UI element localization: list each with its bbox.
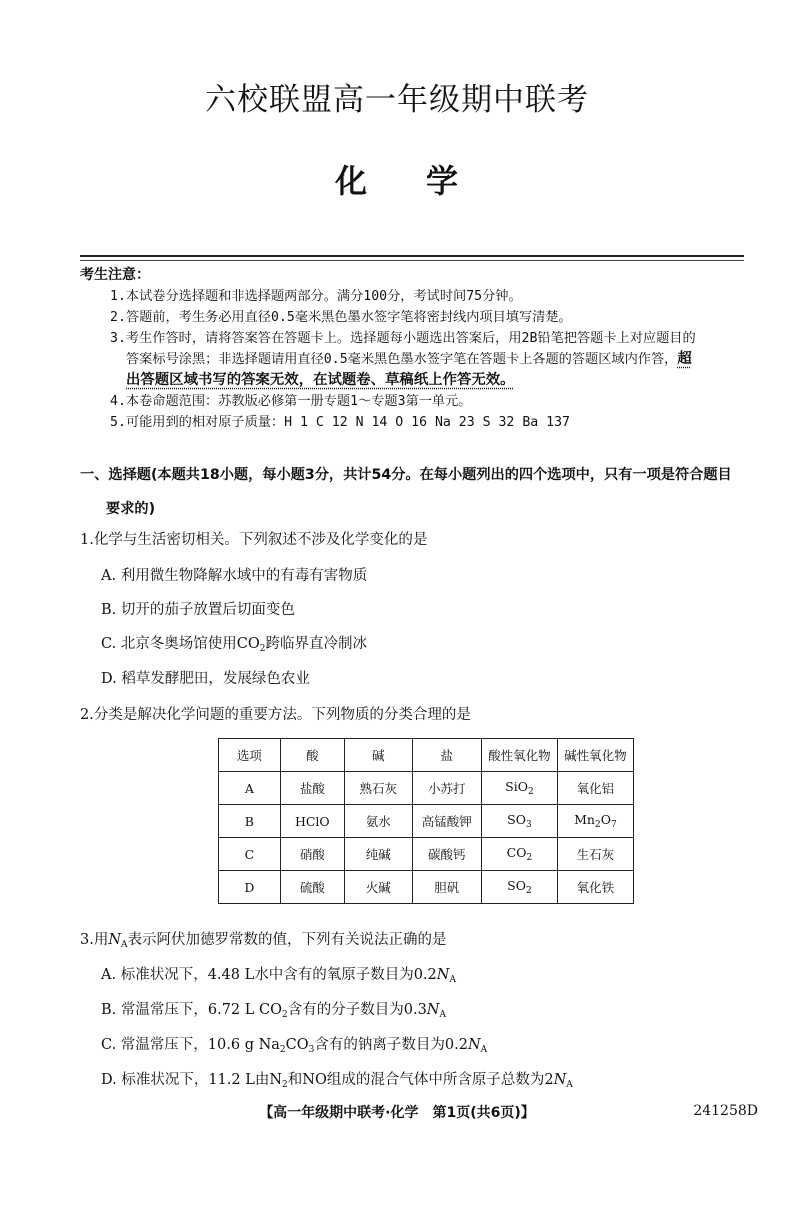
table-cell-basic-oxide [557, 805, 633, 838]
table-cell-salt: 小苏打 [412, 772, 482, 805]
notice-item-5: 5.可能用到的相对原子质量：H 1 C 12 N 14 O 16 Na 23 S 32 Ba 137 [110, 415, 570, 430]
table-header-cell: 选项 [219, 739, 281, 772]
paper-code: 241258D [693, 1103, 758, 1119]
question-3-option-b [101, 998, 761, 1020]
question-3-option-b-text: B. 常温常压下，6.72 L CO [101, 1002, 282, 1018]
question-1-stem: 1.化学与生活密切相关。下列叙述不涉及化学变化的是 [80, 532, 428, 548]
notice-item-3-line-2 [110, 349, 750, 370]
table-row [219, 871, 634, 904]
section-1-heading [80, 458, 756, 526]
table-row [219, 805, 634, 838]
formula-text: SO [507, 878, 526, 893]
subscript: 2 [282, 1010, 288, 1020]
table-cell-salt: 高锰酸钾 [412, 805, 482, 838]
subject-title [0, 156, 794, 202]
table-cell-base: 纯碱 [344, 838, 412, 871]
question-3-option-c-text-end: 含有的钠离子数目为0.2 [314, 1037, 468, 1053]
table-cell-salt: 胆矾 [412, 871, 482, 904]
table-cell-acid: 盐酸 [280, 772, 344, 805]
table-cell-base: 熟石灰 [344, 772, 412, 805]
question-3-option-d-text-end: 和NO组成的混合气体中所含原子总数为2 [287, 1072, 554, 1088]
avogadro-symbol: N [467, 1037, 481, 1053]
notice-item-2: 2.答题前，考生务必用直径0.5毫米黑色墨水签字笔将密封线内项目填写清楚。 [110, 310, 572, 325]
table-cell-acid: HClO [280, 805, 344, 838]
subscript: 2 [525, 886, 532, 896]
exam-title: 六校联盟高一年级期中联考 [205, 82, 589, 118]
question-1-option-c-text: C. 北京冬奥场馆使用CO [101, 636, 260, 652]
subscript: A [566, 1080, 573, 1090]
question-2-stem: 2.分类是解决化学问题的重要方法。下列物质的分类合理的是 [80, 707, 471, 723]
question-3-option-d [101, 1068, 761, 1090]
section-1-heading-line-2: 要求的) [106, 501, 156, 517]
subscript: 2 [527, 787, 534, 797]
table-cell-acid: 硫酸 [280, 871, 344, 904]
notice-list [110, 286, 750, 433]
subscript: A [480, 1045, 488, 1055]
table-cell-option: A [219, 772, 281, 805]
question-3-option-a-text: A. 标准状况下，4.48 L水中含有的氧原子数目为0.2 [101, 967, 437, 983]
subscript: 7 [610, 820, 617, 830]
formula-text: O [600, 812, 611, 827]
question-1-option-c-text-end: 跨临界直冷制冰 [265, 636, 368, 652]
subject-char-2: 学 [426, 162, 460, 200]
subscript: 2 [282, 1080, 288, 1090]
question-3-option-c [101, 1033, 761, 1055]
table-cell-option: B [219, 805, 281, 838]
table-cell-acidic-oxide [482, 805, 558, 838]
notice-item-1: 1.本试卷分选择题和非选择题两部分。满分100分，考试时间75分钟。 [110, 289, 522, 304]
table-header-row [219, 739, 634, 772]
notice-item-3-line-2-text: 答案标号涂黑；非选择题请用直径0.5毫米黑色墨水签字笔在答题卡上各题的答题区域内作答， [126, 352, 678, 367]
table-row [219, 772, 634, 805]
table-cell-option: C [219, 838, 281, 871]
subscript: 3 [308, 1045, 315, 1055]
table-cell-acidic-oxide [482, 838, 558, 871]
table-cell-acidic-oxide [482, 772, 558, 805]
question-3-stem [80, 928, 760, 950]
subscript: 3 [525, 820, 532, 830]
question-1-option-d: D. 稻草发酵肥田，发展绿色农业 [101, 671, 310, 687]
section-1-heading-line-1: 一、选择题(本题共18小题，每小题3分，共计54分。在每小题列出的四个选项中，只有一项是符合题目 [80, 467, 732, 483]
table-cell-basic-oxide: 氧化铝 [557, 772, 633, 805]
subscript: 2 [594, 820, 601, 830]
table-cell-salt: 碳酸钙 [412, 838, 482, 871]
notice-item-3-line-3: 出答题区域书写的答案无效，在试题卷、草稿纸上作答无效。 [126, 372, 515, 388]
avogadro-symbol: N [553, 1072, 567, 1088]
page-footer: 【高一年级期中联考·化学 第1页(共6页)】 [259, 1105, 535, 1121]
question-3-option-a [101, 963, 761, 985]
notice-item-4: 4.本卷命题范围：苏教版必修第一册专题1～专题3第一单元。 [110, 394, 472, 409]
table-header-cell: 盐 [412, 739, 482, 772]
subscript: 2 [279, 1045, 286, 1055]
subscript: A [449, 975, 456, 985]
subscript: 2 [526, 853, 533, 863]
table-cell-acid: 硝酸 [280, 838, 344, 871]
table-header-cell: 碱 [344, 739, 412, 772]
classification-table [218, 738, 634, 904]
table-header-cell: 酸 [280, 739, 344, 772]
table-header-cell: 酸性氧化物 [482, 739, 558, 772]
subscript: A [121, 940, 128, 950]
formula-text: CO [285, 1037, 309, 1053]
table-row [219, 838, 634, 871]
question-3-stem-text-end: 表示阿伏加德罗常数的值，下列有关说法正确的是 [127, 932, 447, 948]
divider-rule-thin [80, 260, 744, 261]
question-3-option-c-text: C. 常温常压下，10.6 g Na [101, 1037, 280, 1053]
question-1-option-a: A. 利用微生物降解水域中的有毒有害物质 [101, 568, 368, 584]
formula-text: CO [506, 845, 527, 860]
question-1-option-c [101, 632, 761, 654]
table-cell-option: D [219, 871, 281, 904]
question-3-stem-text: 3.用 [80, 932, 109, 948]
notice-item-3-line-1: 3.考生作答时，请将答案答在答题卡上。选择题每小题选出答案后，用2B铅笔把答题卡上对应题目的 [110, 331, 696, 346]
table-cell-base: 氨水 [344, 805, 412, 838]
table-header-cell: 碱性氧化物 [557, 739, 633, 772]
table-cell-acidic-oxide [482, 871, 558, 904]
question-3-option-b-text-end: 含有的分子数目为0.3 [287, 1002, 427, 1018]
question-1-option-b: B. 切开的茄子放置后切面变色 [101, 602, 295, 618]
avogadro-symbol: N [436, 967, 450, 983]
formula-text: SO [507, 812, 526, 827]
divider-rule [80, 255, 744, 257]
formula-text: Mn [574, 812, 595, 827]
formula-text: SiO [505, 779, 528, 794]
subscript: A [439, 1010, 446, 1020]
notice-heading: 考生注意： [80, 267, 150, 283]
avogadro-symbol: N [426, 1002, 440, 1018]
subscript: 2 [259, 644, 266, 654]
avogadro-symbol: N [108, 932, 122, 948]
subject-char-1: 化 [334, 162, 368, 200]
table-cell-basic-oxide: 氧化铁 [557, 871, 633, 904]
notice-item-3-line-2-bold: 超 [677, 351, 692, 367]
table-cell-basic-oxide: 生石灰 [557, 838, 633, 871]
table-cell-base: 火碱 [344, 871, 412, 904]
question-3-option-d-text: D. 标准状况下，11.2 L由N [101, 1072, 283, 1088]
